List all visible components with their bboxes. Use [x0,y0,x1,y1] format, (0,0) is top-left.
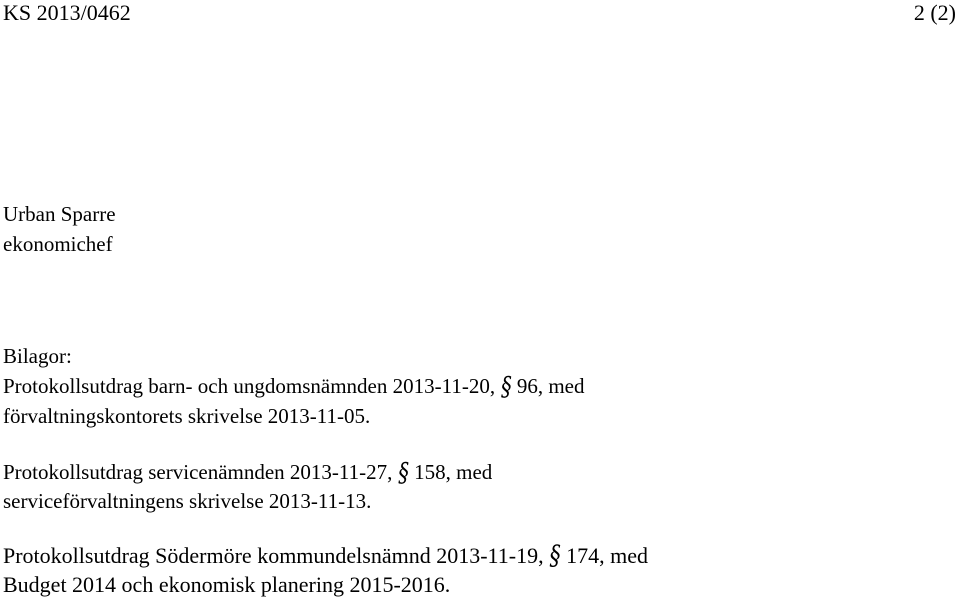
signatory-name: Urban Sparre [3,202,116,226]
attachment-2-line-1 [3,459,492,485]
attachment-1-line-2: förvaltningskontorets skrivelse 2013-11-05. [3,404,371,428]
document-number: KS 2013/0462 [3,0,131,25]
attachment-2-paragraph: 158, med [414,460,493,484]
section-sign-icon: § [398,457,409,487]
attachment-2-text: Protokollsutdrag servicenämnden 2013-11-27, [3,460,393,484]
page-indicator: 2 (2) [913,0,956,25]
section-sign-icon: § [549,540,561,572]
section-sign-icon: § [501,371,512,401]
attachment-1-text: Protokollsutdrag barn- och ungdomsnämnden 2013-11-20, [3,374,496,398]
attachment-3-paragraph: 174, med [566,543,648,568]
attachments-heading: Bilagor: [3,344,72,368]
attachment-1-line-1 [3,373,584,399]
attachment-3-text: Protokollsutdrag Södermöre kommundelsnämnd 2013-11-19, [3,543,544,568]
attachment-2-line-2: serviceförvaltningens skrivelse 2013-11-13. [3,489,372,513]
attachment-3-line-1 [3,540,648,572]
attachment-3-line-2: Budget 2014 och ekonomisk planering 2015-2016. [3,572,451,597]
attachment-1-paragraph: 96, med [516,374,585,398]
signatory-title: ekonomichef [3,232,113,256]
